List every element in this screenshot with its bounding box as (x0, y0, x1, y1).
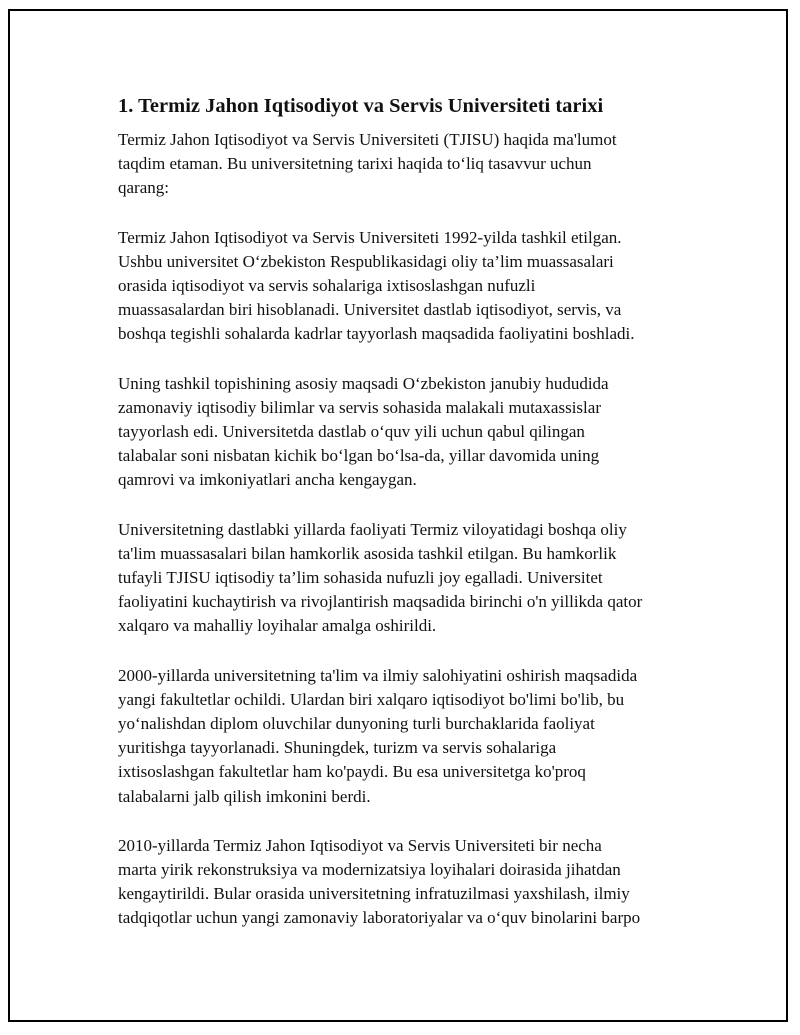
paragraph (118, 664, 700, 809)
paragraph-line: kengaytirildi. Bular orasida universitetning infratuzilmasi yaxshilash, ilmiy (118, 884, 630, 904)
paragraph-line: faoliyatini kuchaytirish va rivojlantirish maqsadida birinchi o'n yillikda qator (118, 592, 643, 612)
paragraph-line: tayyorlash edi. Universitetda dastlab o‘quv yili uchun qabul qilingan (118, 422, 585, 442)
paragraph-line: Ushbu universitet O‘zbekiston Respublikasidagi oliy ta’lim muassasalari (118, 251, 614, 271)
paragraph (118, 372, 700, 493)
paragraph-line: yo‘nalishdan diplom oluvchilar dunyoning turli burchaklarida faoliyat (118, 714, 595, 734)
paragraph (118, 226, 700, 347)
paragraph (118, 128, 700, 201)
paragraph-line: muassasalardan biri hisoblanadi. Universitet dastlab iqtisodiyot, servis, va (118, 300, 622, 320)
paragraph (118, 834, 700, 931)
document-body (118, 92, 700, 956)
paragraph-line: Universitetning dastlabki yillarda faoliyati Termiz viloyatidagi boshqa oliy (118, 519, 627, 539)
paragraph-line: qarang: (118, 178, 169, 198)
paragraph-line: yangi fakultetlar ochildi. Ulardan biri xalqaro iqtisodiyot bo'limi bo'lib, bu (118, 689, 625, 709)
paragraph-line: orasida iqtisodiyot va servis sohalariga ixtisoslashgan nufuzli (118, 276, 536, 296)
paragraph-line: zamonaviy iqtisodiy bilimlar va servis sohasida malakali mutaxassislar (118, 397, 601, 417)
paragraph (118, 518, 700, 639)
paragraph-line: yuritishga tayyorlanadi. Shuningdek, turizm va servis sohalariga (118, 738, 557, 758)
paragraph-line: boshqa tegishli sohalarda kadrlar tayyorlash maqsadida faoliyatini boshladi. (118, 324, 635, 344)
paragraph-line: Termiz Jahon Iqtisodiyot va Servis Universiteti 1992-yilda tashkil etilgan. (118, 227, 622, 247)
paragraph-line: tadqiqotlar uchun yangi zamonaviy laboratoriyalar va o‘quv binolarini barpo (118, 908, 641, 928)
paragraph-line: Uning tashkil topishining asosiy maqsadi O‘zbekiston janubiy hududida (118, 373, 609, 393)
paragraph-line: 2000-yillarda universitetning ta'lim va ilmiy salohiyatini oshirish maqsadida (118, 665, 638, 685)
paragraph-line: tufayli TJISU iqtisodiy ta’lim sohasida nufuzli joy egalladi. Universitet (118, 568, 603, 588)
paragraph-line: xalqaro va mahalliy loyihalar amalga oshirildi. (118, 616, 437, 636)
paragraph-list (118, 128, 700, 931)
paragraph-line: marta yirik rekonstruksiya va modernizatsiya loyihalari doirasida jihatdan (118, 860, 621, 880)
paragraph-line: talabalarni jalb qilish imkonini berdi. (118, 786, 371, 806)
paragraph-line: ixtisoslashgan fakultetlar ham ko'paydi. Bu esa universitetga ko'proq (118, 762, 586, 782)
paragraph-line: taqdim etaman. Bu universitetning tarixi haqida to‘liq tasavvur uchun (118, 154, 592, 174)
document-title: 1. Termiz Jahon Iqtisodiyot va Servis Universiteti tarixi (118, 95, 604, 117)
paragraph-line: qamrovi va imkoniyatlari ancha kengaygan. (118, 470, 417, 490)
paragraph-line: 2010-yillarda Termiz Jahon Iqtisodiyot va Servis Universiteti bir necha (118, 835, 602, 855)
paragraph-line: ta'lim muassasalari bilan hamkorlik asosida tashkil etilgan. Bu hamkorlik (118, 543, 617, 563)
paragraph-line: talabalar soni nisbatan kichik bo‘lgan bo‘lsa-da, yillar davomida uning (118, 446, 600, 466)
paragraph-line: Termiz Jahon Iqtisodiyot va Servis Universiteti (TJISU) haqida ma'lumot (118, 130, 617, 149)
